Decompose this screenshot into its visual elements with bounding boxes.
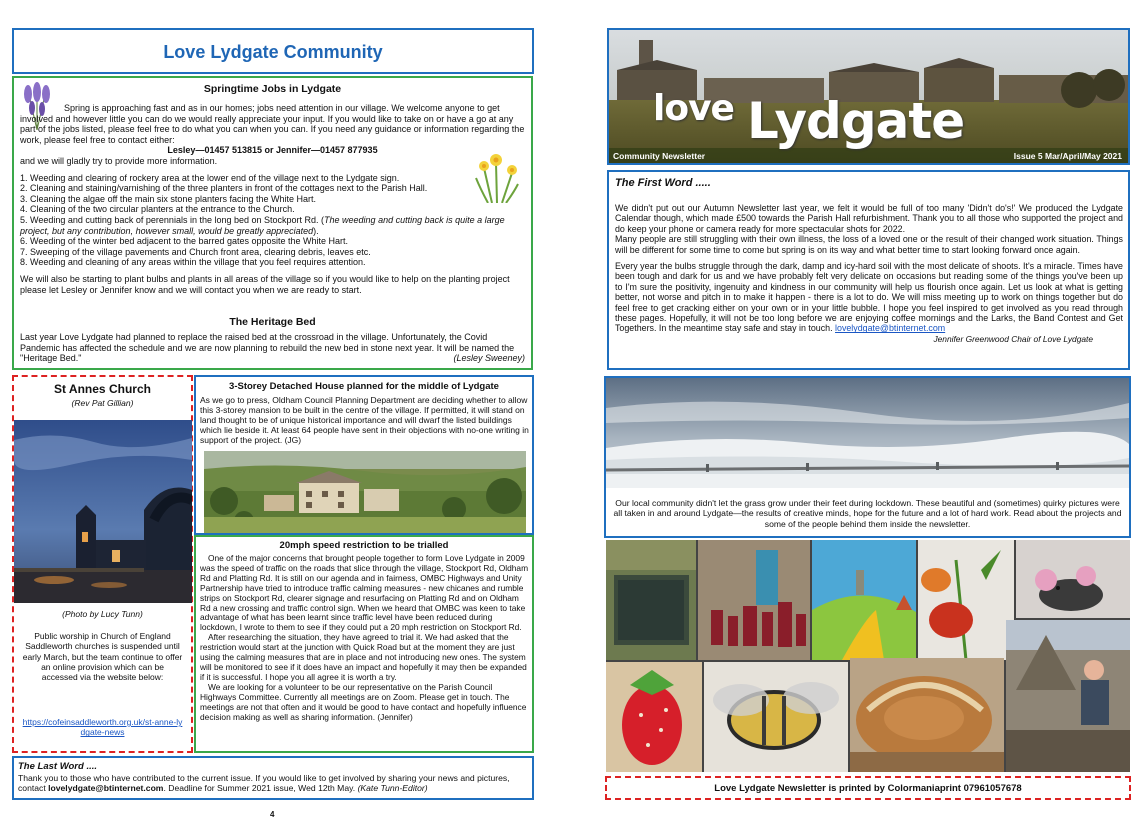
house-title: 3-Storey Detached House planned for the middle of Lydgate xyxy=(229,381,499,392)
heritage-text: Last year Love Lydgate had planned to replace the raised bed at the crossroad in the village. Unfortunately, the Covid Pandemic has affected the schedule and we are now planning to rebuild the new bed in stone next year. It will be named the "Heritage Bed." (Lesley Sweeney) xyxy=(20,332,525,364)
job-item: 6. Weeding of the winter bed adjacent to the barred gates opposite the White Hart. xyxy=(20,236,349,247)
masthead-community: Community Newsletter xyxy=(613,151,706,161)
snowy-landscape-photo xyxy=(606,378,1129,488)
first-word-paragraph: Many people are still struggling with their own illness, the loss of a loved one or the result of their changed work situation. Things will be different for some time to come but spring is on its way and what better time to start looking forward once again. xyxy=(615,234,1123,255)
masthead xyxy=(607,28,1130,165)
contact-numbers: Lesley—01457 513815 or Jennifer—01457 877935 xyxy=(167,145,378,156)
flowers-photo xyxy=(918,540,1014,660)
job-item: 8. Weeding and cleaning of any areas within the village that you feel requires attention. xyxy=(20,257,366,268)
felt-strawberry-photo xyxy=(606,662,702,772)
first-word-email-link[interactable]: lovelydgate@btinternet.com xyxy=(835,323,946,334)
speed-paragraph: We are looking for a volunteer to be our representative on the Parish Council Highways Committee. Currently all meetings are on Zoom. Please get in touch. The meetings are not that often and it would be good to have contact and hopefully influence decision making as well as sharing information. (Jennifer) xyxy=(200,681,527,722)
springtime-help: and we will gladly try to provide more information. xyxy=(20,155,218,166)
masthead-love: love xyxy=(653,88,734,129)
house-section xyxy=(194,375,534,535)
speed-paragraph: One of the major concerns that brought people together to form Love Lydgate in 2009 was the speed of traffic on the roads that slice through the village, Stockport Rd, Oldham Rd and Platting Rd. It is still on our agenda and in fairness, OMBC Highways and Unity Partnership have tried to introduce traffic calming measures - new chicanes and rumble strips on Stockport Rd, clearer signage and resurfacing on Platting Rd and on Oldham Rd a new crossing and traffic control sign. When we heard that OMBC was keen to take advantage of what has been learnt since traffic level have been reduced during lockdown, I wrote to them to see if they could put a 20 mph restriction on Stockport Rd. xyxy=(200,553,529,633)
speed-section xyxy=(194,535,534,753)
left-header-box xyxy=(12,28,534,74)
cairn-walker-photo xyxy=(1006,620,1130,772)
church-section xyxy=(12,375,193,753)
last-word-title: The Last Word .... xyxy=(18,761,97,772)
photo-credit: (Photo by Lucy Tunn) xyxy=(62,609,143,619)
embroidered-bee-photo xyxy=(704,662,848,772)
first-word-signature: Jennifer Greenwood Chair of Love Lydgate xyxy=(933,333,1093,344)
planting-text: We will also be starting to plant bulbs and plants in all areas of the village so if you would like to help on the planting project please let Lesley or Jennifer know and we will contact you when we are ready to start. xyxy=(20,273,510,295)
job-item: 2. Cleaning and staining/varnishing of the three planters in front of the cottages next to the Parish Hall. xyxy=(20,183,428,194)
church-website-link[interactable]: https://cofeinsaddleworth.org.uk/st-anne-lydgate-news xyxy=(22,717,183,738)
masthead-issue: Issue 5 Mar/April/May 2021 xyxy=(1013,151,1122,161)
springtime-section xyxy=(12,76,533,370)
first-word-paragraph: We didn't put out our Autumn Newsletter last year, we felt it would be full of too many 'Didn't do's!' We produced the Lydgate Calendar though, which made £500 towards the Parish Hall refurbishment. Thank you to all those who supported the project and do keep your phone or camera ready for more spectacular shots for 2022. xyxy=(615,203,1123,234)
heritage-author: (Lesley Sweeney) xyxy=(453,353,525,364)
page-title: Love Lydgate Community xyxy=(163,42,383,62)
job-item: 7. Sweeping of the village pavements and Church front area, clearing debris, leaves etc. xyxy=(20,246,371,257)
first-word-paragraph: Every year the bulbs struggle through the dark, damp and icy-hard soil with the most delicate of shoots. It's a miracle. Times have been tough and dark for us and we have probably felt very delicate on occasions but reading some of the things you've been up to I'm sure the positivity, ingenuity and kindness in our community will help us flourish once again. Let us look at what is getting better, not worse and pitch in to make it happen - there is a lot to do. We will miss meeting up to work on things together but do feel free to get cracking either on your own or in your little bubble. I hope you feel inspired to get involved as you read through these pages. Hopefully, it will not be too long before we are enjoying coffee mornings and the Larks, the Band Contest and Get Togethers. In the meantime stay safe and stay in touch. lovelydgate@btinternet.com Jennifer Greenwood Chair of Love Lydgate xyxy=(615,261,1123,344)
springtime-intro: Spring is approaching fast and as in our homes; jobs need attention in our village. We welcome anyone to get involved and however little you can do we would really appreciate your input. If you would like to take on or have a go at any part of the jobs listed, please feel free to do what you can when you can. If you need any guidance or information regarding the work, please feel free to contact either: xyxy=(20,103,525,145)
printer-text: Love Lydgate Newsletter is printed by Colormaniaprint 07961057678 xyxy=(714,783,1022,794)
first-word-section xyxy=(607,170,1130,370)
last-word-section xyxy=(12,756,534,800)
job-item: 4. Cleaning of the two circular planters at the entrance to the Church. xyxy=(20,204,295,215)
job-item: 3. Cleaning the algae off the main six stone planters facing the White Hart. xyxy=(20,193,317,204)
felt-mouse-photo xyxy=(1016,540,1130,618)
house-text: As we go to press, Oldham Council Planning Department are deciding whether to allow this 3-storey mansion to be built in the centre of the village. If permitted, it will stand on land thought to be of unique historical importance and will dwarf the listed buildings which lie beside it. At least 64 people have sent in their objections with no-one writing in support of the project. (JG) xyxy=(200,395,529,445)
church-subtitle: (Rev Pat Gillian) xyxy=(71,398,134,408)
landscape-box xyxy=(604,376,1131,538)
heritage-title: The Heritage Bed xyxy=(229,316,316,328)
page-number: 4 xyxy=(270,810,275,819)
photo-collage xyxy=(606,540,1130,772)
job-item: 1. Weeding and clearing of rockery area at the lower end of the village next to the Lydgate sign. xyxy=(20,172,400,183)
speed-paragraph: After researching the situation, they have agreed to trial it. We had asked that the restriction would start at the junction with Quick Road but at the moment they are just using the calming measures that are in place and not introducing new ones. The system will be monitored to see if it does have an impact and hopefully it may then be expanded if it is successful. I hope you all agree it is worth a try. xyxy=(200,632,527,682)
house-photo xyxy=(204,451,526,533)
bread-loaf-photo xyxy=(850,658,1004,772)
church-text: Public worship in Church of England Saddleworth churches is suspended until early March, but the team continue to offer an online provision which can be accessed via the website below: xyxy=(22,631,183,683)
last-word-text: Thank you to those who have contributed to the current issue. If you would like to get involved by sharing your news and pictures, contact lovelydgate@btinternet.com. Deadline for Summer 2021 issue, Wed 12th May. (Kate Tunn-Editor) xyxy=(18,773,510,794)
church-photo xyxy=(14,420,192,603)
bottles-photo xyxy=(698,540,810,660)
springtime-title: Springtime Jobs in Lydgate xyxy=(203,83,342,95)
job-item: 5. Weeding and cutting back of perennials in the long bed on Stockport Rd. (The weeding and cutting back is quite a large project, but any contribution, however small, would be greatly appreciated). xyxy=(20,214,505,236)
church-title: St Annes Church xyxy=(54,382,151,396)
masthead-lydgate: Lydgate xyxy=(747,92,965,150)
painted-scene-photo xyxy=(812,540,916,660)
contact-email[interactable]: lovelydgate@btinternet.com xyxy=(48,783,164,794)
first-word-title: The First Word ..... xyxy=(615,177,711,189)
pond-photo xyxy=(606,540,696,660)
printer-footer xyxy=(605,776,1131,800)
speed-title: 20mph speed restriction to be trialled xyxy=(279,540,449,551)
gallery-caption: Our local community didn't let the grass grow under their feet during lockdown. These beautiful and (sometimes) quirky pictures were all taken in and around Lydgate—the results of creative minds, hope for the future and a lot of hard work. Read about the projects and some of the people behind them inside the newsletter. xyxy=(613,498,1122,529)
